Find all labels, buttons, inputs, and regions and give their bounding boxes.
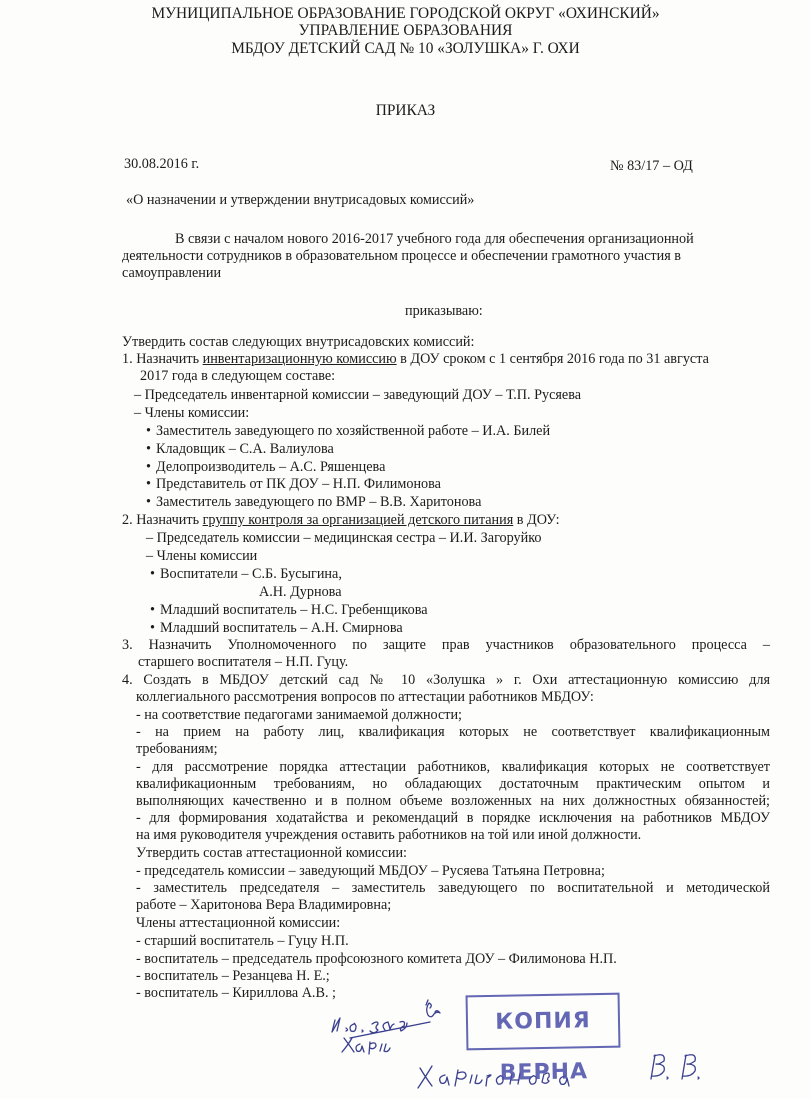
member-text: Воспитатели – С.Б. Бусыгина, xyxy=(160,566,342,582)
item4-line: - на соответствие педагогами занимаемой должности; xyxy=(136,707,462,723)
org-name: МУНИЦИПАЛЬНОЕ ОБРАЗОВАНИЕ ГОРОДСКОЙ ОКРУГ «ОХИНСКИЙ» xyxy=(151,5,660,22)
item4-member: - воспитатель – Резанцева Н. Е.; xyxy=(136,968,330,984)
item1-prefix: 1. Назначить xyxy=(122,351,203,367)
item1-suffix: в ДОУ сроком с 1 сентября 2016 года по 31 августа xyxy=(396,351,709,367)
item4-line: квалификационным требованиям, но обладающих достаточным практическим опытом и xyxy=(136,776,770,792)
item2-members-label: – Члены комиссии xyxy=(146,548,258,564)
document-title: ПРИКАЗ xyxy=(375,102,436,119)
item4-deputy: - заместитель председателя – заместитель заведующего по воспитательной и методической xyxy=(136,880,770,896)
order-date: 30.08.2016 г. xyxy=(124,156,200,172)
order-number: № 83/17 – ОД xyxy=(610,158,693,174)
bullet-icon: • xyxy=(146,476,151,492)
item1-members-label: – Члены комиссии: xyxy=(134,405,250,421)
order-word: приказываю: xyxy=(405,303,483,319)
item3-line: 3. Назначить Уполномоченного по защите прав участников образовательного процесса – xyxy=(122,637,770,653)
item4-line: выполняющих качественно и в полном объеме возложенных на них должностных обязанностей; xyxy=(136,793,770,809)
institution-name: МБДОУ ДЕТСКИЙ САД № 10 «ЗОЛУШКА» Г. ОХИ xyxy=(231,40,580,57)
item4-line: 4. Создать в МБДОУ детский сад № 10 «Золушка » г. Охи аттестационную комиссию для xyxy=(122,672,770,688)
bullet-icon: • xyxy=(150,620,155,636)
preamble-line: В связи с началом нового 2016-2017 учебного года для обеспечения организационной xyxy=(175,231,694,247)
item4-member: - воспитатель – Кириллова А.В. ; xyxy=(136,985,336,1001)
item1-chair: – Председатель инвентарной комиссии – заведующий ДОУ – Т.П. Русяева xyxy=(134,387,582,403)
bullet-icon: • xyxy=(146,423,151,439)
bullet-icon: • xyxy=(146,459,151,475)
item4-approve: Утвердить состав аттестационной комиссии: xyxy=(136,845,407,861)
member-text: Заместитель заведующего по ВМР – В.В. Харитонова xyxy=(156,494,482,510)
item4-members-label: Члены аттестационной комиссии: xyxy=(136,915,341,931)
preamble-line: самоуправлении xyxy=(122,265,222,281)
member-text: Делопроизводитель – А.С. Ряшенцева xyxy=(156,459,386,475)
member-text: Представитель от ПК ДОУ – Н.П. Филимонова xyxy=(156,476,441,492)
member-text: Младший воспитатель – А.Н. Смирнова xyxy=(160,620,403,636)
intro-line: Утвердить состав следующих внутрисадовских комиссий: xyxy=(122,334,475,350)
copy-certified-stamp: КОПИЯ ВЕРНА xyxy=(466,993,621,1051)
item4-chair: - председатель комиссии – заведующий МБДОУ – Русяева Татьяна Петровна; xyxy=(136,863,605,879)
item2-prefix: 2. Назначить xyxy=(122,512,203,528)
item4-line: - для рассмотрение порядка аттестации работников, квалификация которых не соответствует xyxy=(136,759,770,775)
item4-deputy-cont: работе – Харитонова Вера Владимировна; xyxy=(136,897,392,913)
bullet-icon: • xyxy=(146,441,151,457)
item4-member: - старший воспитатель – Гуцу Н.П. xyxy=(136,933,349,949)
item1-cont: 2017 года в следующем составе: xyxy=(140,368,336,384)
item4-line: требованиям; xyxy=(136,741,218,757)
bullet-icon: • xyxy=(146,494,151,510)
item4-line: - на прием на работу лиц, квалификация которых не соответствует квалификационным xyxy=(136,724,770,740)
member-text: Кладовщик – С.А. Валиулова xyxy=(156,441,334,457)
bullet-icon: • xyxy=(150,602,155,618)
member-text: Заместитель заведующего по хозяйственной работе – И.А. Билей xyxy=(156,423,551,439)
item4-line: на имя руководителя учреждения оставить работников на той или иной должности. xyxy=(136,827,642,843)
item4-line: - для формирования ходатайства и рекомендаций в порядке исключения на работников МБДОУ xyxy=(136,810,770,826)
member-text: Младший воспитатель – Н.С. Гребенщикова xyxy=(160,602,428,618)
bullet-icon: • xyxy=(150,566,155,582)
department-name: УПРАВЛЕНИЕ ОБРАЗОВАНИЯ xyxy=(298,22,513,39)
preamble-line: деятельности сотрудников в образовательном процессе и обеспечении грамотного участия в xyxy=(122,248,681,264)
order-subject: «О назначении и утверждении внутрисадовых комиссий» xyxy=(126,192,475,208)
item2-member-cont: А.Н. Дурнова xyxy=(259,584,342,600)
item2-suffix: в ДОУ: xyxy=(513,512,560,528)
item1-commission-name: инвентаризационную комиссию xyxy=(202,351,397,367)
item3-cont: старшего воспитателя – Н.П. Гуцу. xyxy=(138,654,349,670)
item4-line: коллегиального рассмотрения вопросов по аттестации работников МБДОУ: xyxy=(136,689,594,705)
item2-chair: – Председатель комиссии – медицинская сестра – И.И. Загоруйко xyxy=(146,530,542,546)
item2-group-name: группу контроля за организацией детского питания xyxy=(202,512,514,528)
item4-member: - воспитатель – председатель профсоюзного комитета ДОУ – Филимонова Н.П. xyxy=(136,951,617,967)
